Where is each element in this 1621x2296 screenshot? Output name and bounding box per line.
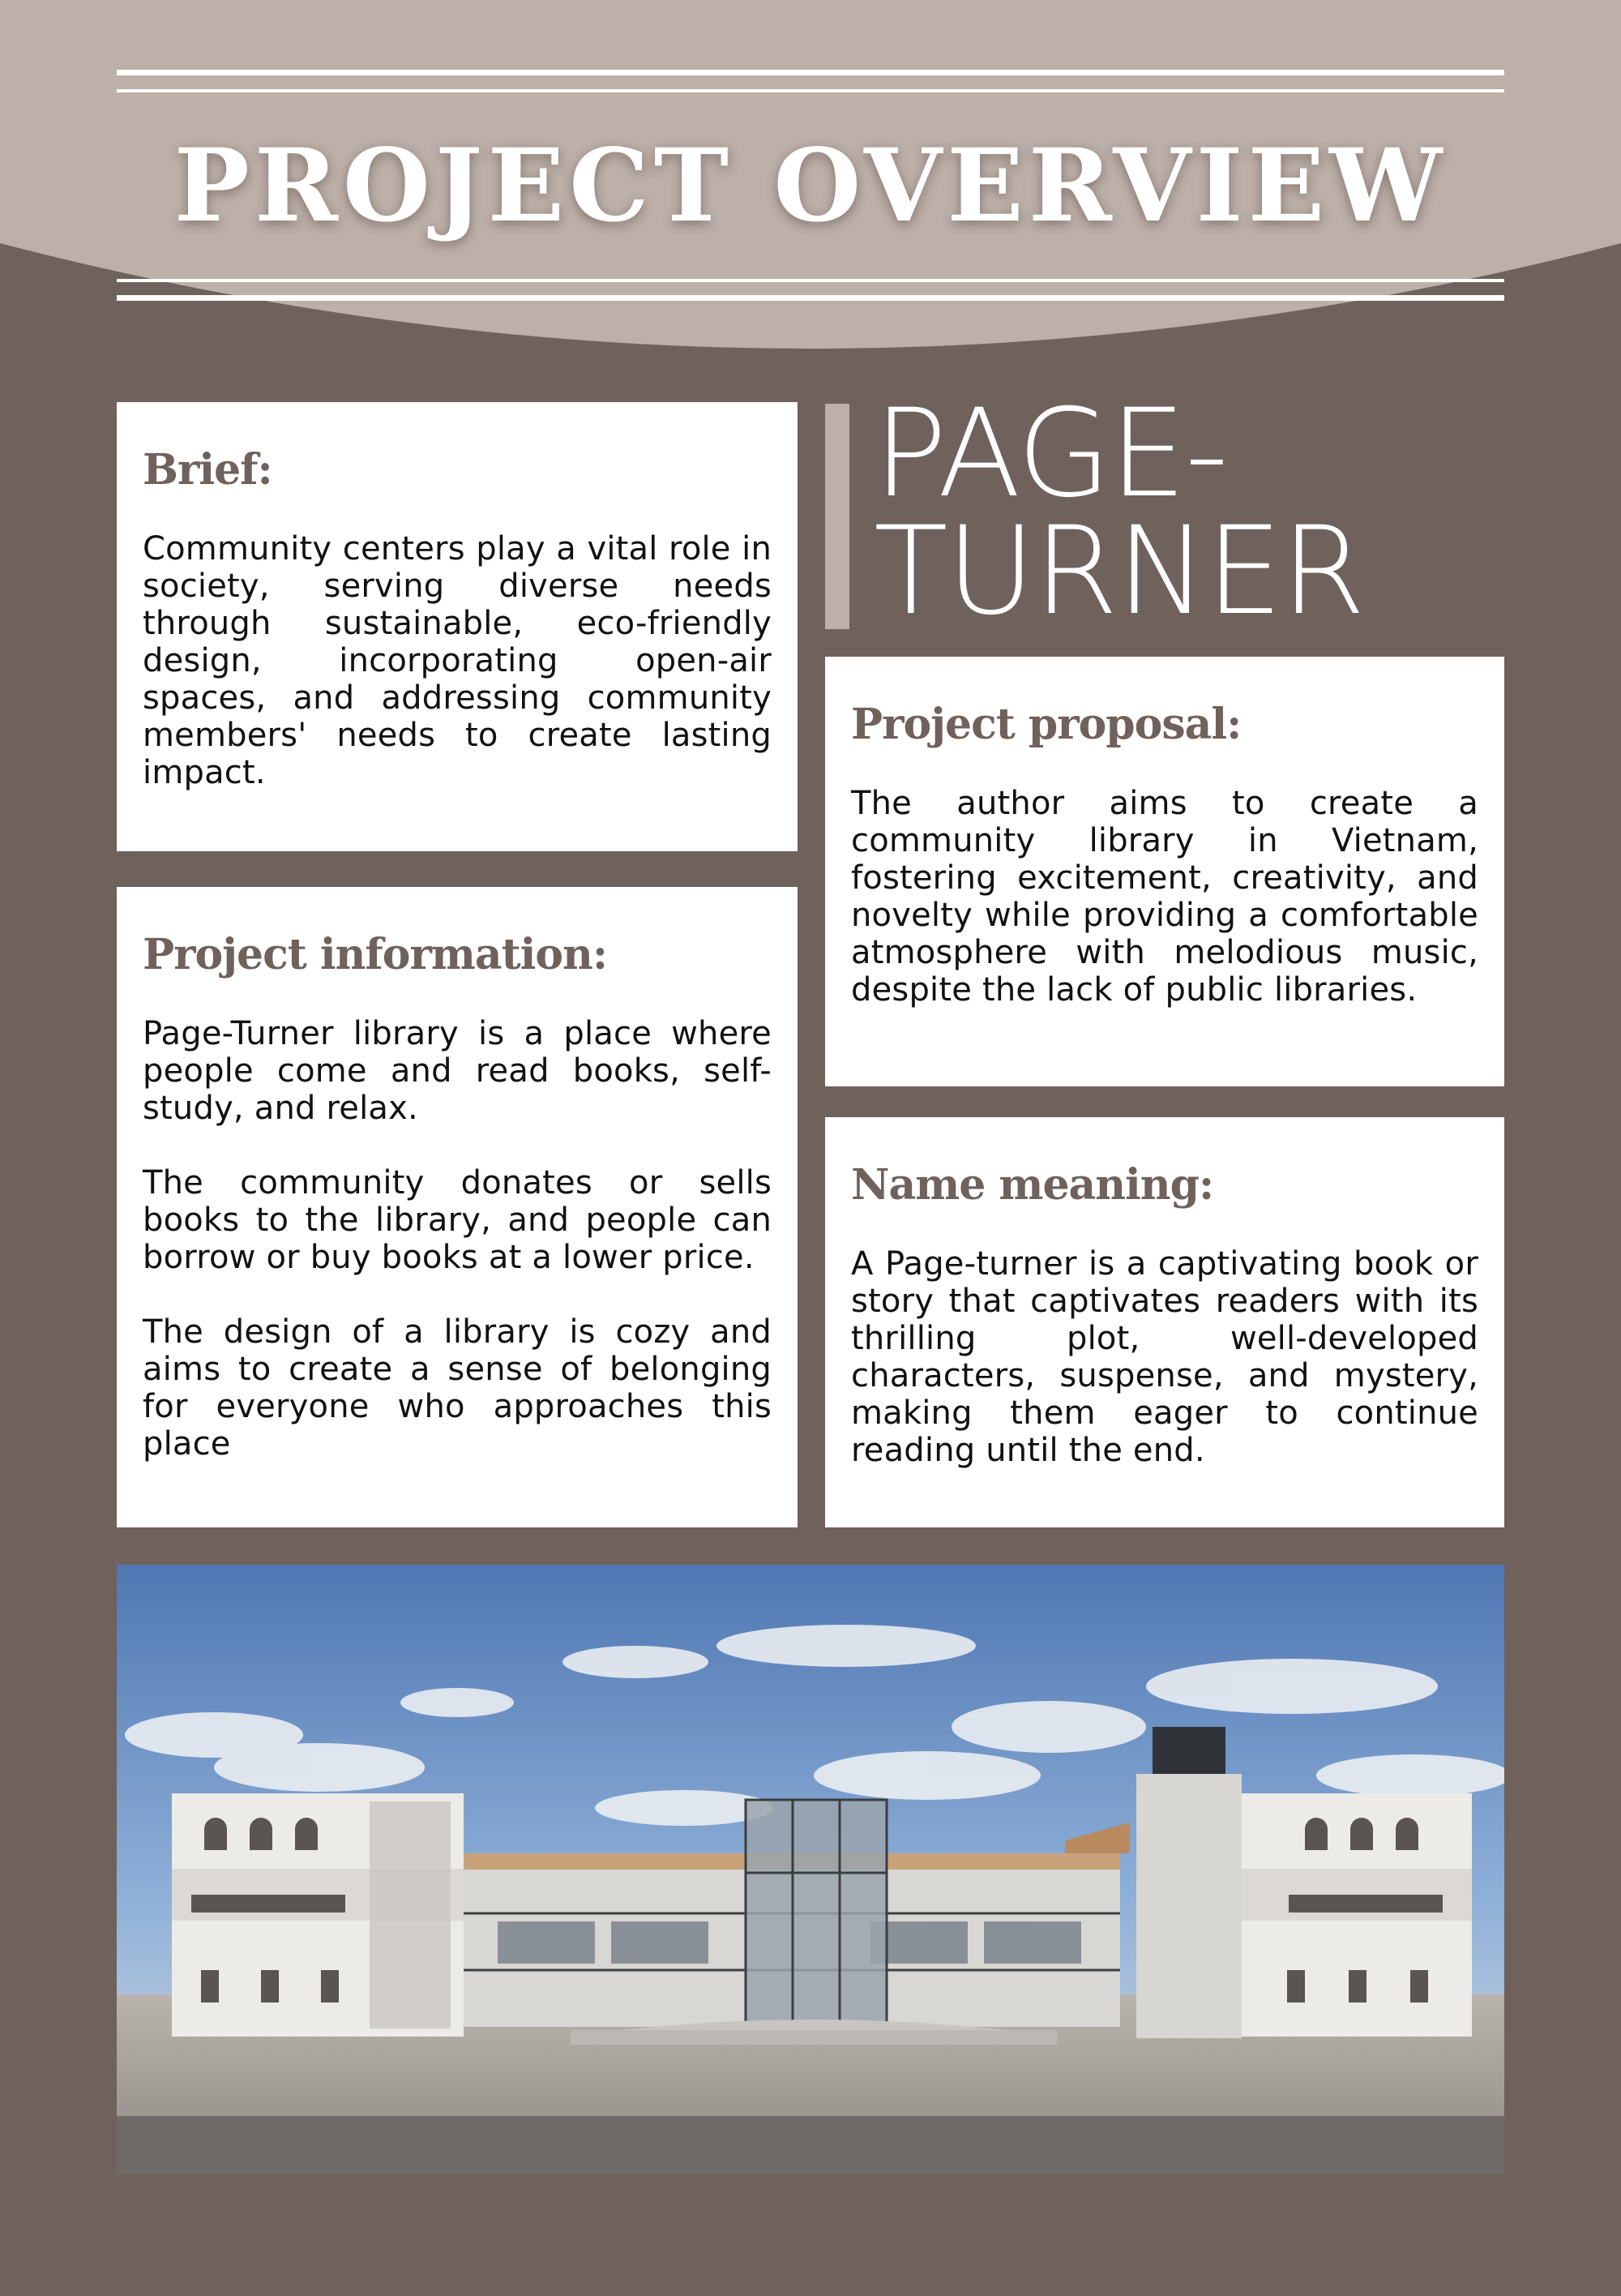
information-paragraph-2: The community donates or sells books to the library, and people can borrow or buy books at a lower price. [143, 1164, 772, 1276]
project-name-line-2: TURNER [874, 501, 1364, 642]
name-meaning-text: A Page-turner is a captivating book or story that captivates readers with its thrilling plot, well-developed characters, suspense, and mystery, making them eager to continue reading until the end. [851, 1245, 1478, 1469]
page-title: PROJECT OVERVIEW [173, 127, 1448, 245]
proposal-text: The author aims to create a community library in Vietnam, fostering excitement, creativity, and novelty while providing a comfortable atmosphere with melodious music, despite the lack of public libraries. [851, 785, 1478, 1009]
title-accent-bar [825, 404, 849, 629]
header-rule-top [117, 70, 1504, 75]
header-rule-top-thin [117, 89, 1504, 92]
proposal-heading: Project proposal: [851, 700, 1242, 749]
library-rendering-image [117, 1565, 1504, 2174]
name-meaning-card [825, 1117, 1504, 1527]
information-card [117, 887, 798, 1527]
information-paragraph-3: The design of a library is cozy and aims to create a sense of belonging for everyone who approaches this place [143, 1313, 772, 1463]
project-name-line-1: PAGE- [874, 383, 1227, 525]
brief-heading: Brief: [143, 445, 272, 495]
project-name [874, 383, 1522, 642]
brief-card [117, 402, 798, 851]
header-rule-bottom [117, 295, 1504, 301]
brief-text: Community centers play a vital role in society, serving diverse needs through sustainable, eco-friendly design, incorporating open-air spaces, and addressing community members' needs to create lasting impact. [143, 530, 772, 791]
proposal-card [825, 657, 1504, 1086]
information-paragraph-1: Page-Turner library is a place where people come and read books, self-study, and relax. [143, 1015, 772, 1127]
information-heading: Project information: [143, 930, 608, 979]
header-rule-bottom-thin [117, 279, 1504, 282]
name-meaning-heading: Name meaning: [851, 1160, 1214, 1210]
